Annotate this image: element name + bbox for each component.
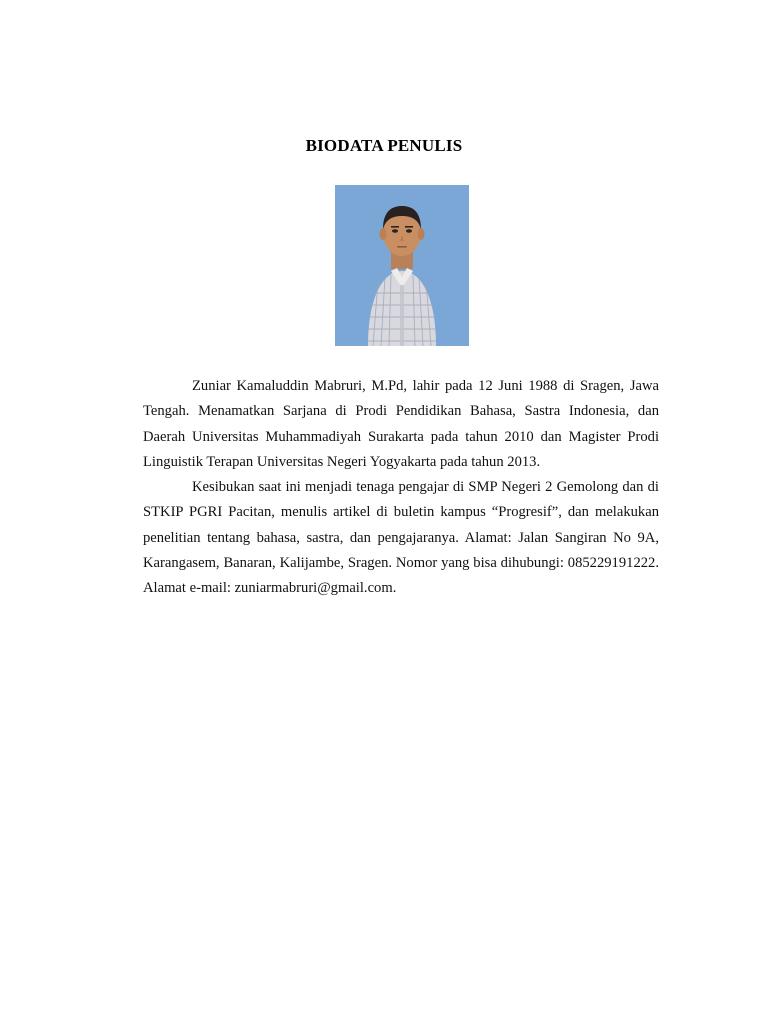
portrait-illustration (335, 185, 469, 346)
biography-paragraph-2: Kesibukan saat ini menjadi tenaga pengajar di SMP Negeri 2 Gemolong dan di STKIP PGRI Pacitan, menulis artikel di buletin kampus “Progresif”, dan melakukan penelitian tentang bahasa, sastra, dan pengajaranya. Alamat: Jalan Sangiran No 9A, Karangasem, Banaran, Kalijambe, Sragen. Nomor yang bisa dihubungi: 085229191222. Alamat e-mail: zuniarmabruri@gmail.com. (143, 479, 659, 597)
author-portrait-photo (335, 185, 469, 346)
biography-paragraph-1: Zuniar Kamaluddin Mabruri, M.Pd, lahir pada 12 Juni 1988 di Sragen, Jawa Tengah. Menamatkan Sarjana di Prodi Pendidikan Bahasa, Sastra Indonesia, dan Daerah Universitas Muhammadiyah Surakarta pada tahun 2010 dan Magister Prodi Linguistik Terapan Universitas Negeri Yogyakarta pada tahun 2013. (143, 378, 659, 470)
page-title: BIODATA PENULIS (305, 136, 463, 155)
biography-text (143, 374, 659, 602)
